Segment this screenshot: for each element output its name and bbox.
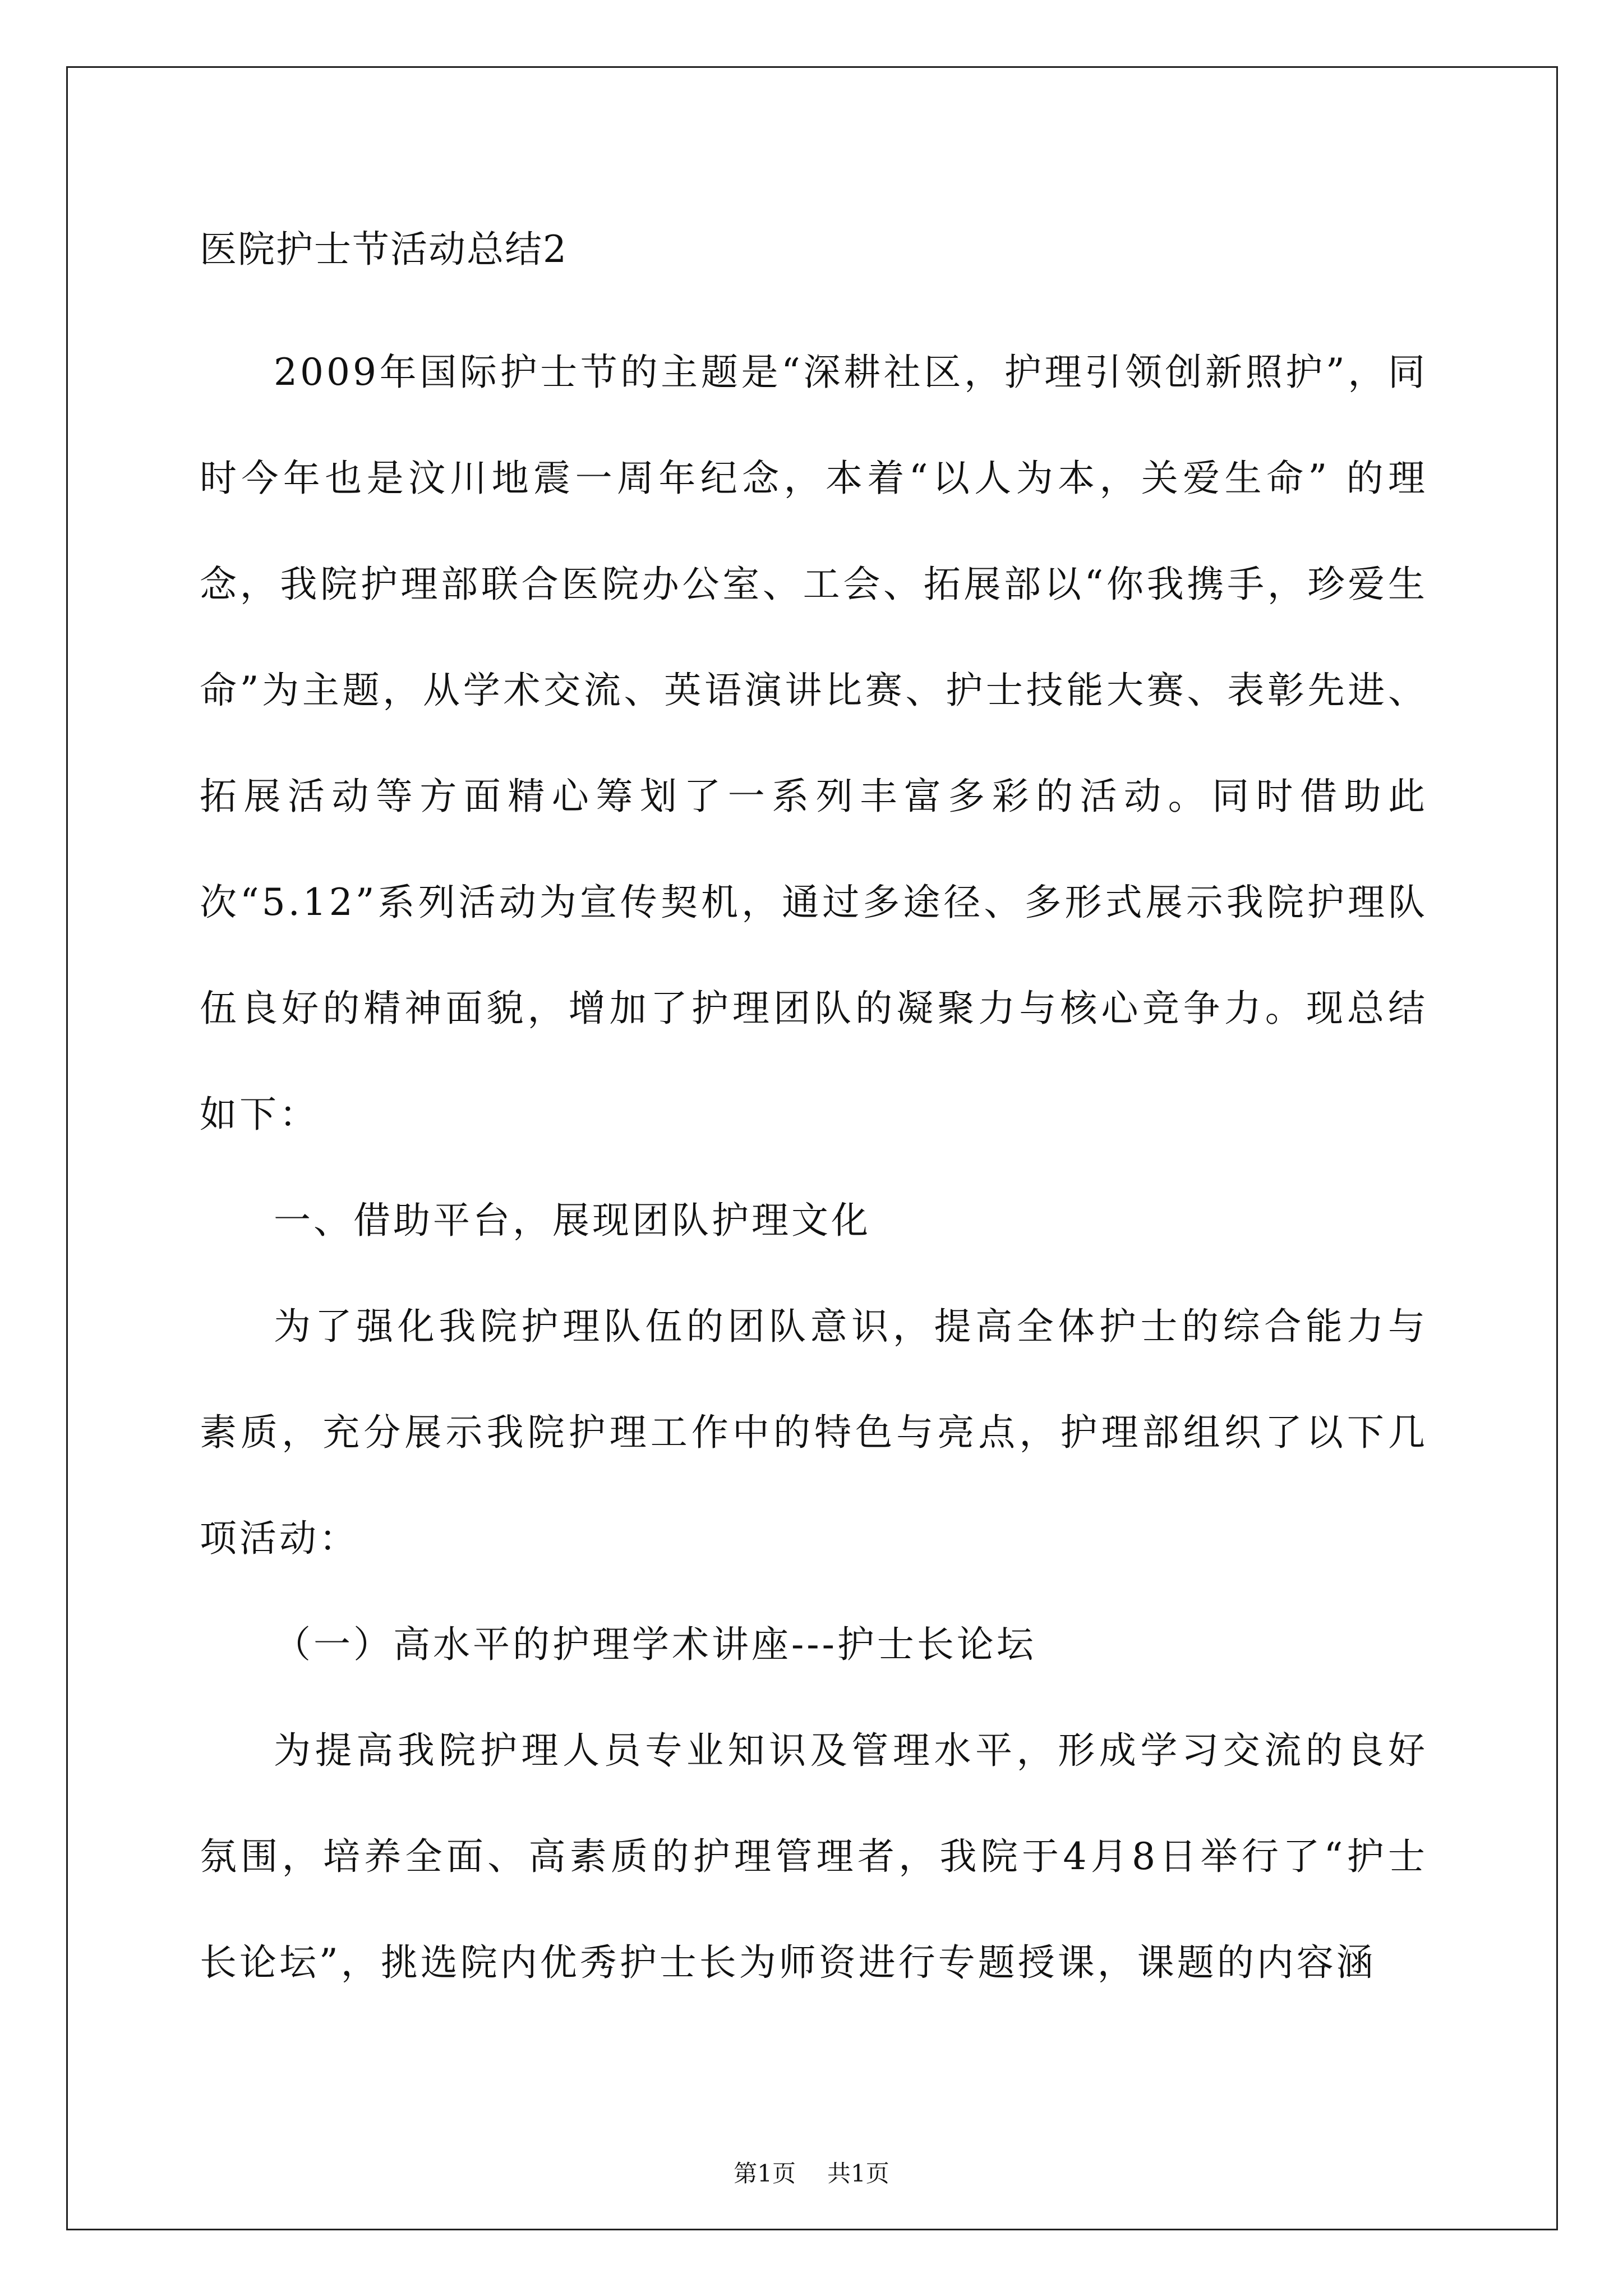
section-1-paragraph: 为了强化我院护理队伍的团队意识，提高全体护士的综合能力与素质，充分展示我院护理工作中的特色与亮点，护理部组织了以下几项活动： [200,1305,1428,1560]
intro-paragraph: 2009年国际护士节的主题是“深耕社区，护理引领创新照护”，同时今年也是汶川地震一周年纪念，本着“以人为本，关爱生命” 的理念，我院护理部联合医院办公室、工会、拓展部以“你我携手，珍爱生命”为主题，从学术交流、英语演讲比赛、护士技能大赛、表彰先进、拓展活动等方面精心筹划了一系列丰富多彩的活动。同时借助此次“5.12”系列活动为宣传契机，通过多途径、多形式展示我院护理队伍良好的精神面貌，增加了护理团队的凝聚力与核心竞争力。现总结如下： [200,351,1428,1136]
subsection-1-paragraph: 为提高我院护理人员专业知识及管理水平，形成学习交流的良好氛围，培养全面、高素质的护理管理者，我院于4月8日举行了“护士长论坛”，挑选院内优秀护士长为师资进行专题授课，课题的内容涵 [200,1729,1428,1984]
document-body [200,222,1428,2016]
subsection-heading-1: （一）高水平的护理学术讲座---护士长论坛 [274,1623,1036,1666]
document-title: 医院护士节活动总结2 [200,228,568,271]
page-total: 共1页 [827,2160,889,2187]
page-number: 第1页 [734,2160,796,2187]
page-footer [0,2157,1623,2191]
section-heading-1: 一、借助平台，展现团队护理文化 [274,1199,871,1242]
